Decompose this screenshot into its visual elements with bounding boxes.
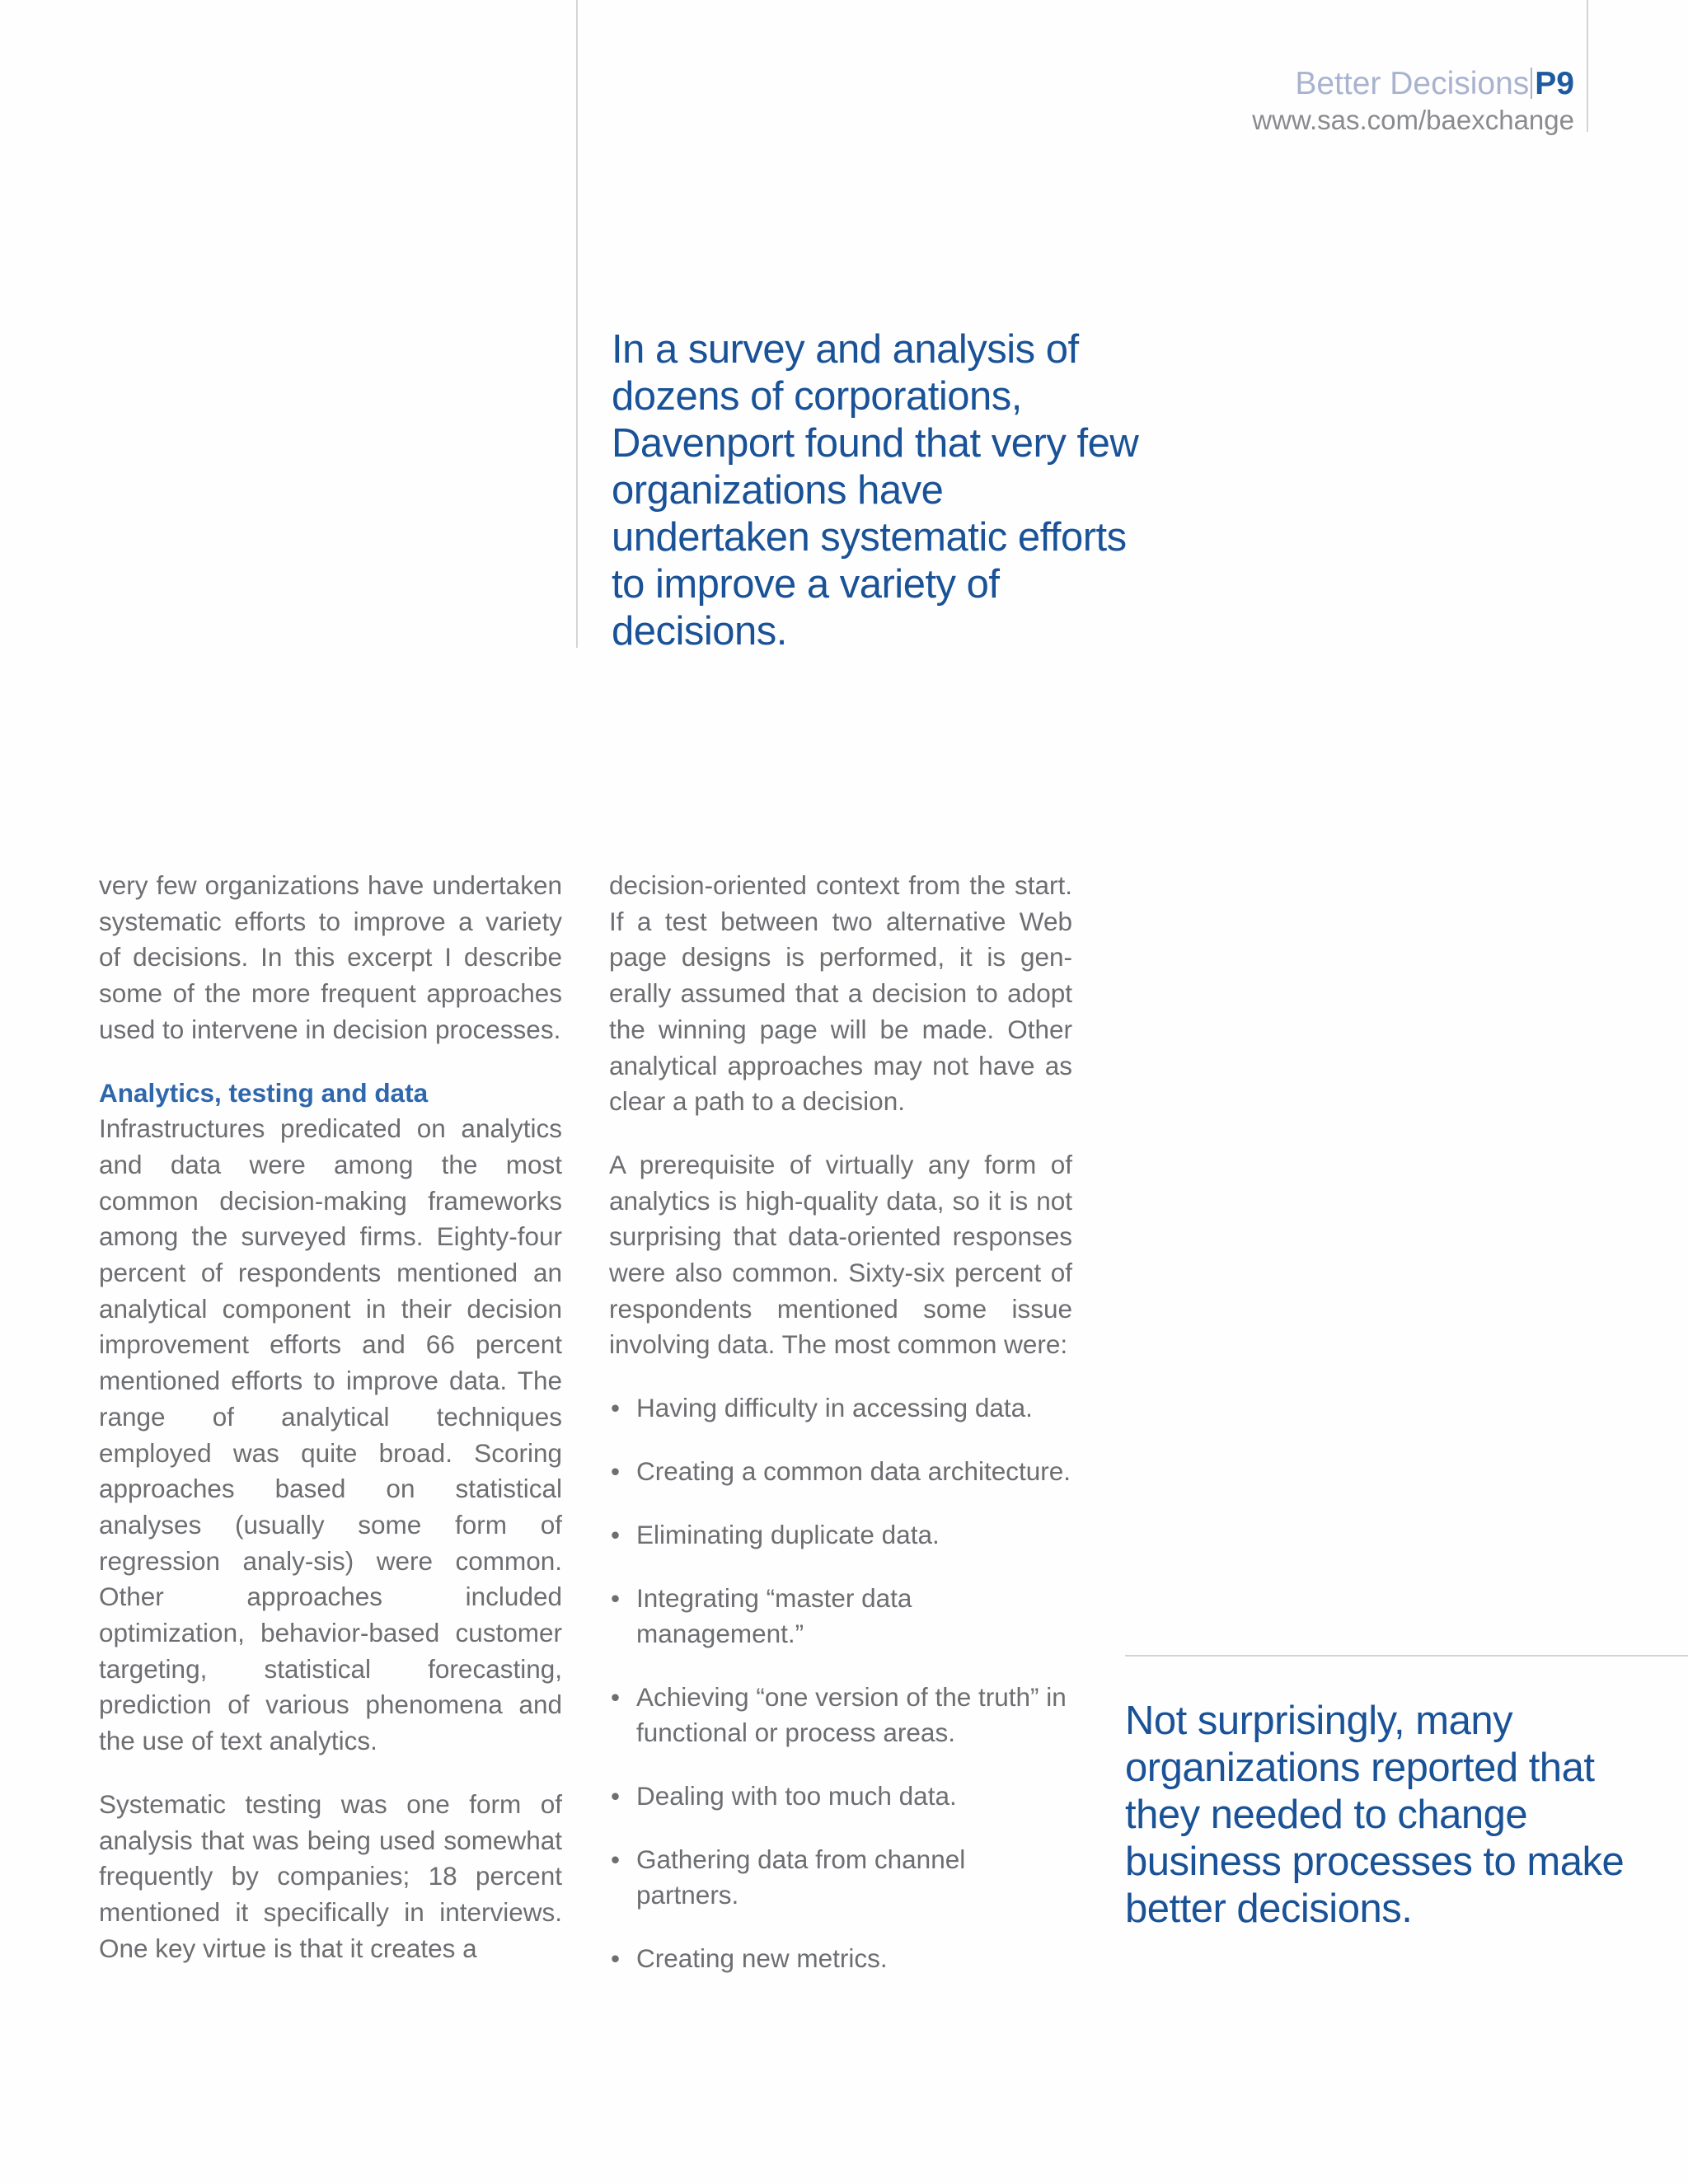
bullet-icon: • <box>611 1844 621 1875</box>
body-paragraph: Infrastructures predicated on analytics and data were among the most common decision-making frameworks among the surveyed firms. Eighty-four percent of respondents mentioned an analytical component in their decision improvement efforts and 66 percent mentioned efforts to improve data. The range of analytical techniques employed was quite broad. Scoring approaches based on statistical analyses (usually some form of regression analy-sis) were common. Other approaches included optimization, behavior-based customer targeting, statistical forecasting, prediction of various phenomena and the use of text analytics. <box>99 1113 562 1756</box>
list-item <box>609 1842 1072 1913</box>
list-item-text: Having difficulty in accessing data. <box>636 1393 1033 1423</box>
bullet-icon: • <box>611 1456 621 1487</box>
list-item-text: Creating a common data architecture. <box>636 1456 1071 1487</box>
pull-quote-top: In a survey and analysis of dozens of corporations, Davenport found that very few organizations have undertaken systematic efforts to improve a variety of decisions. <box>612 327 1139 654</box>
header-url[interactable]: www.sas.com/baexchange <box>1252 105 1574 135</box>
header-vertical-rule <box>1587 0 1588 132</box>
section-heading: Analytics, testing and data <box>99 1077 429 1108</box>
body-paragraph: A prerequisite of virtually any form of analytics is high-quality data, so it is not surprising that data-oriented responses were also common. Sixty-six percent of respondents mentioned some issue involving data. The most common were: <box>609 1149 1072 1360</box>
bullet-icon: • <box>611 1781 621 1811</box>
data-issues-list <box>609 1390 1072 1976</box>
list-item <box>609 1454 1072 1489</box>
list-item <box>609 1581 1072 1652</box>
intro-paragraph: very few organizations have undertaken systematic efforts to improve a variety of decisions. In this excerpt I describe some of the more frequent approaches used to intervene in decision processes. <box>99 870 562 1044</box>
list-item <box>609 1390 1072 1426</box>
page-number: P9 <box>1535 66 1574 101</box>
section-title: Better Decisions <box>1295 66 1530 101</box>
body-paragraph: Systematic testing was one form of analysis that was being used somewhat frequently by companies; 18 percent mentioned it specifically in interviews. One key virtue is that it creates a <box>99 1788 562 1963</box>
bullet-icon: • <box>611 1520 621 1550</box>
page-header <box>1252 64 1574 137</box>
list-item-text: Gathering data from channel partners. <box>636 1844 966 1910</box>
bullet-icon: • <box>611 1943 621 1974</box>
list-item-text: Dealing with too much data. <box>636 1781 957 1811</box>
bullet-icon: • <box>611 1583 621 1614</box>
list-item-text: Achieving “one version of the truth” in functional or process areas. <box>636 1682 1067 1748</box>
list-item-text: Integrating “master data management.” <box>636 1583 912 1649</box>
pull-quote-rule <box>1125 1655 1688 1657</box>
list-item <box>609 1779 1072 1814</box>
bullet-icon: • <box>611 1682 621 1713</box>
header-title-row <box>1252 64 1574 104</box>
list-item-text: Eliminating duplicate data. <box>636 1520 940 1550</box>
list-item <box>609 1517 1072 1553</box>
pull-quote-bottom: Not surprisingly, many organizations reported that they needed to change business processes to make better decisions. <box>1125 1699 1625 1931</box>
middle-column <box>609 868 1072 2004</box>
header-divider <box>1531 68 1532 99</box>
body-paragraph: decision-oriented context from the start. If a test between two alternative Web page designs is performed, it is gen-erally assumed that a decision to adopt the winning page will be made. Other analytical approaches may not have as clear a path to a decision. <box>609 870 1072 1117</box>
left-column <box>99 868 562 1994</box>
bullet-icon: • <box>611 1393 621 1423</box>
list-item <box>609 1680 1072 1750</box>
top-vertical-rule <box>576 0 578 648</box>
list-item <box>609 1941 1072 1976</box>
list-item-text: Creating new metrics. <box>636 1943 888 1974</box>
